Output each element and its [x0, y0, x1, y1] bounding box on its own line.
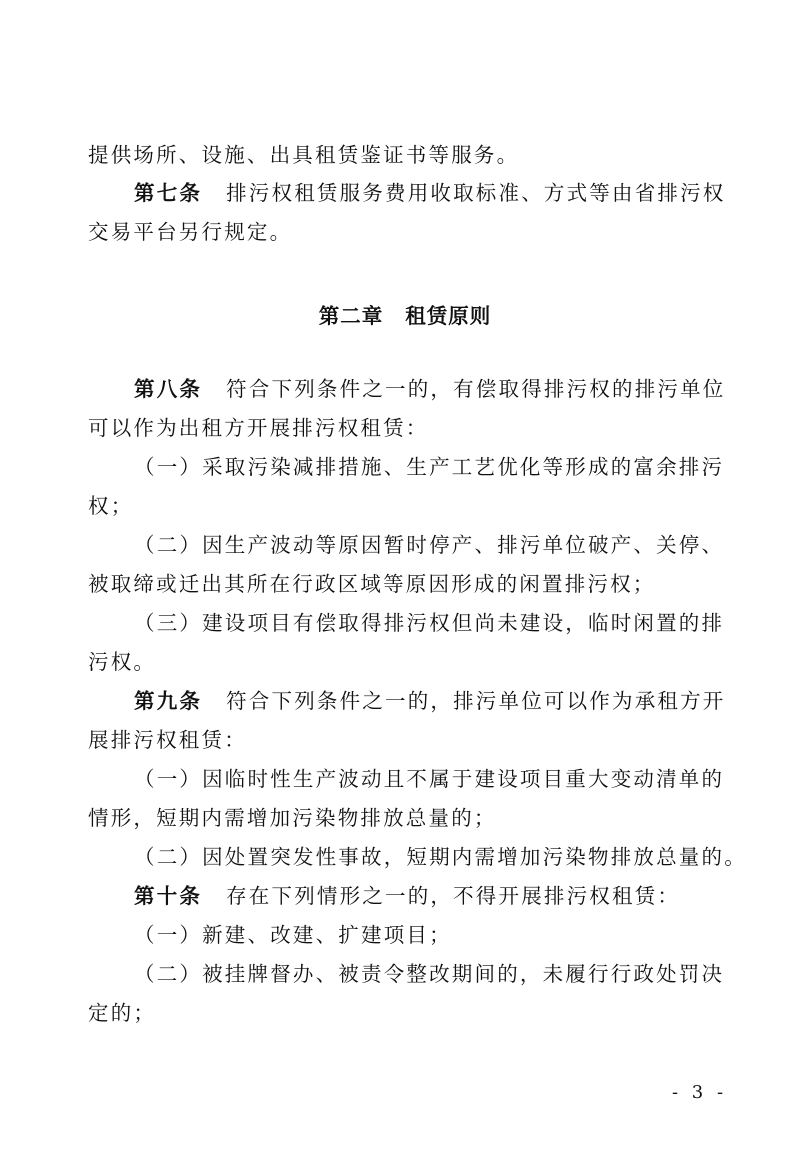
list-item: （一）新建、改建、扩建项目； — [134, 923, 452, 947]
text-line: 定的； — [88, 1001, 157, 1025]
article-8 — [134, 377, 774, 402]
article-10 — [134, 884, 774, 909]
article-9 — [134, 689, 774, 714]
list-item: （三）建设项目有偿取得排污权但尚未建设，临时闲置的排 — [134, 611, 725, 635]
chapter-title: 租赁原则 — [405, 304, 492, 328]
list-item: （一）采取污染减排措施、生产工艺优化等形成的富余排污 — [134, 455, 725, 479]
list-item: （二）因处置突发性事故，短期内需增加污染物排放总量的。 — [134, 845, 747, 869]
text-line: 展排污权租赁： — [88, 728, 247, 752]
text-line: 权； — [88, 494, 134, 518]
article-label: 第八条 — [134, 377, 203, 401]
article-label: 第十条 — [134, 884, 203, 908]
chapter-number: 第二章 — [318, 304, 384, 328]
text-line: 符合下列条件之一的，排污单位可以作为承租方开 — [226, 689, 726, 713]
page-number: - 3 - — [672, 1082, 728, 1103]
article-label: 第九条 — [134, 689, 203, 713]
text-line: 符合下列条件之一的，有偿取得排污权的排污单位 — [226, 377, 726, 401]
article-label: 第七条 — [134, 181, 203, 205]
list-item: （二）被挂牌督办、被责令整改期间的，未履行行政处罚决 — [134, 962, 725, 986]
text-line: 被取缔或迁出其所在行政区域等原因形成的闲置排污权； — [88, 572, 656, 596]
text-line: 情形，短期内需增加污染物排放总量的； — [88, 806, 497, 830]
list-item: （一）因临时性生产波动且不属于建设项目重大变动清单的 — [134, 767, 725, 791]
text-line: 存在下列情形之一的，不得开展排污权租赁： — [226, 884, 681, 908]
chapter-heading — [0, 299, 810, 329]
text-line: 污权。 — [88, 650, 157, 674]
text-line: 排污权租赁服务费用收取标准、方式等由省排污权 — [226, 181, 726, 205]
article-7 — [134, 181, 774, 206]
text-line: 交易平台另行规定。 — [88, 220, 293, 244]
list-item: （二）因生产波动等原因暂时停产、排污单位破产、关停、 — [134, 533, 725, 557]
text-line: 提供场所、设施、出具租赁鉴证书等服务。 — [88, 143, 520, 167]
text-line: 可以作为出租方开展排污权租赁： — [88, 416, 429, 440]
